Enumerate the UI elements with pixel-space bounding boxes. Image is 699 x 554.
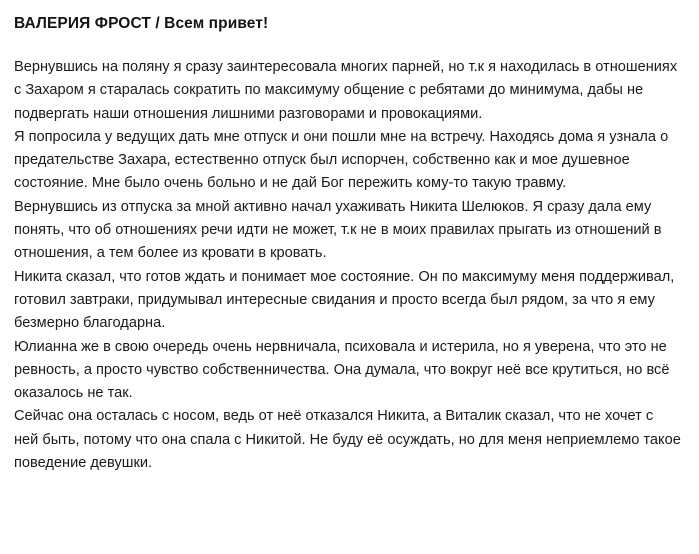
paragraph: Я попросила у ведущих дать мне отпуск и они пошли мне на встречу. Находясь дома я узнала о предательстве Захара, естественно отпуск был испорчен, собственно как и мое душевное состояние. Мне было очень больно и не дай Бог пережить кому-то такую травму. [14, 128, 669, 192]
paragraph: Никита сказал, что готов ждать и понимает мое состояние. Он по максимуму меня поддерживал, готовил завтраки, придумывал интересные свидания и просто всегда был рядом, за что я ему безмерно благодарна. [14, 268, 675, 332]
paragraph: Вернувшись на поляну я сразу заинтересовала многих парней, но т.к я находилась в отношениях с Захаром я старалась сократить по максимуму общение с ребятами до минимума, дабы не подвергать наши отношения лишними разговорами и провокациями. [14, 59, 678, 122]
page-title: ВАЛЕРИЯ ФРОСТ / Всем привет! [14, 15, 269, 32]
paragraph: Сейчас она осталась с носом, ведь от неё отказался Никита, а Виталик сказал, что не хочет с ней быть, потому что она спала с Никитой. Не буду её осуждать, но для меня неприемлемо такое поведение девушки. [14, 408, 681, 472]
paragraph: Юлианна же в свою очередь очень нервничала, психовала и истерила, но я уверена, что это не ревность, а просто чувство собственничества. Она думала, что вокруг неё все крутиться, но всё оказалось не так. [14, 338, 670, 402]
paragraph: Вернувшись из отпуска за мной активно начал ухаживать Никита Шелюков. Я сразу дала ему понять, что об отношениях речи идти не может, т.к не в моих правилах прыгать из отношений в отношения, а тем более из кровати в кровать. [14, 198, 662, 262]
article-body [14, 56, 681, 475]
